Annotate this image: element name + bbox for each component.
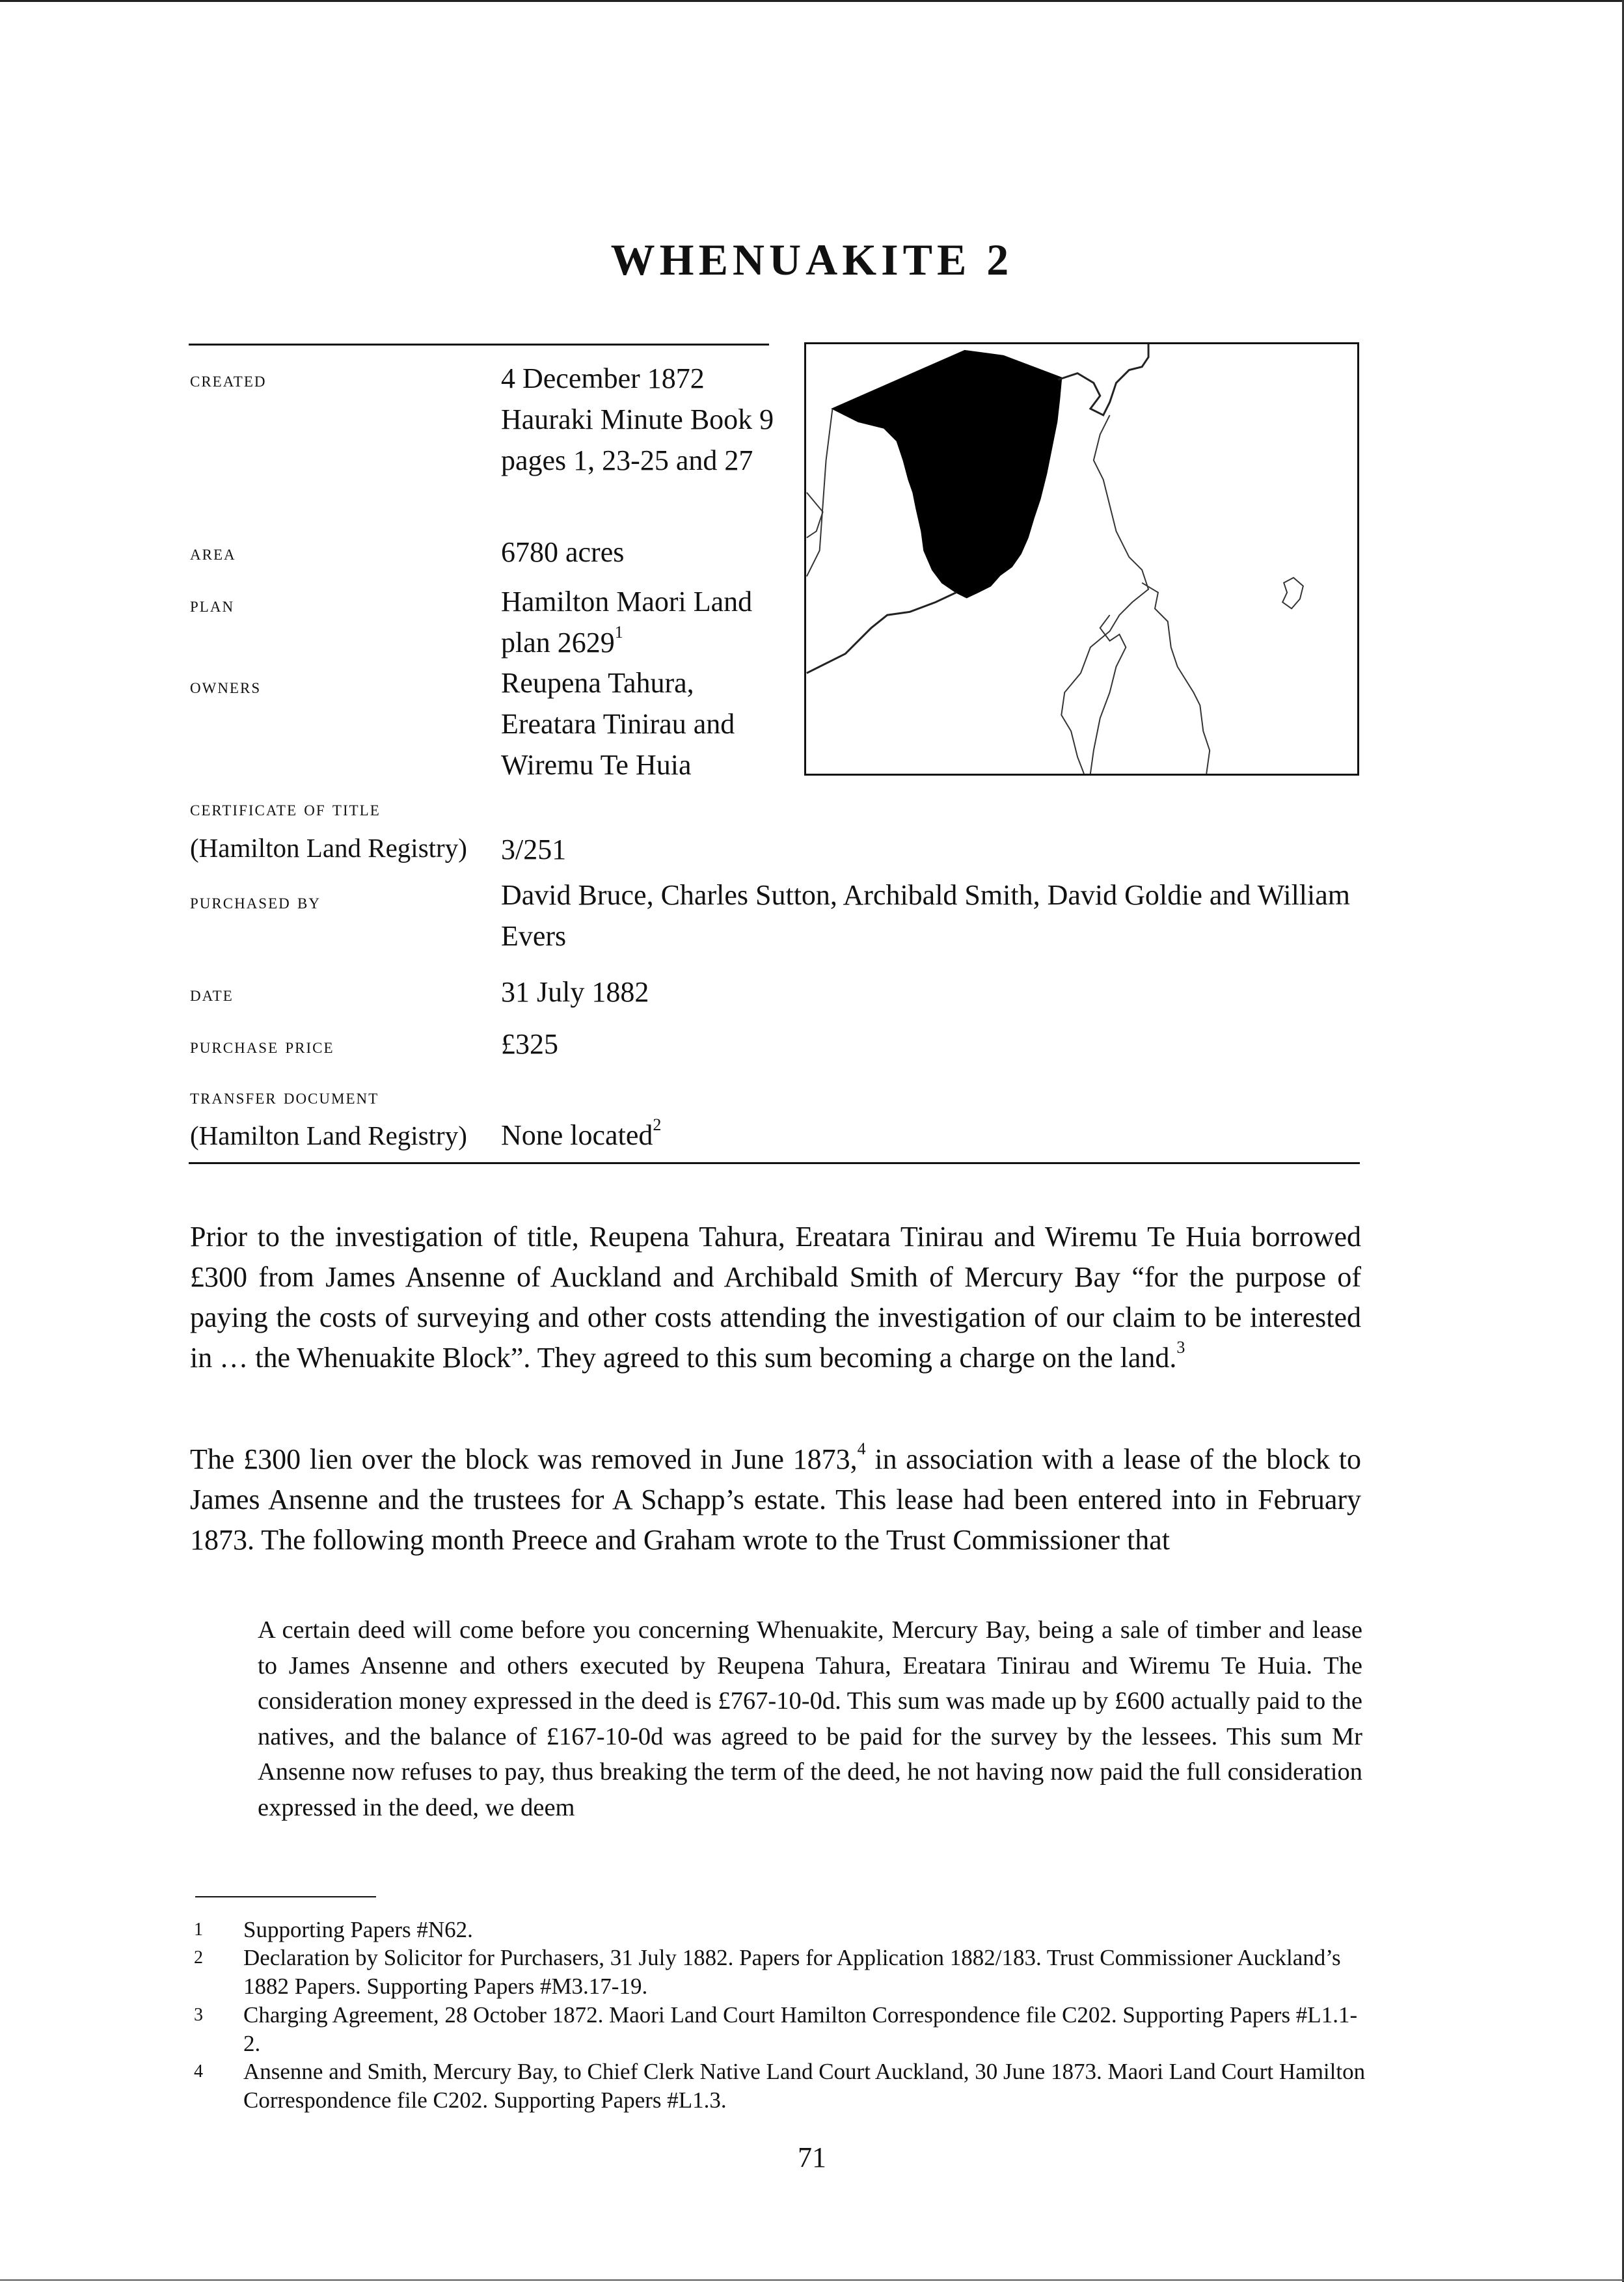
- area-value: 6780 acres: [501, 536, 625, 568]
- purchased-by-label: purchased by: [190, 890, 321, 914]
- footnote-2-text: Declaration by Solicitor for Purchasers, 31 July 1882. Papers for Application 1882/183. Trust Commissioner Auckland’s 1882 Papers. Supporting Papers #M3.17-19.: [243, 1945, 1341, 1999]
- scan-bottom-edge: [0, 2279, 1624, 2281]
- plan-value: [501, 581, 774, 663]
- transfer-value: [501, 1115, 661, 1156]
- paragraph-1: [190, 1217, 1361, 1378]
- transfer-sublabel: (Hamilton Land Registry): [190, 1121, 467, 1150]
- page-number: 71: [798, 2141, 826, 2173]
- owners-label: owners: [190, 675, 262, 698]
- purchase-price-label: purchase price: [190, 1035, 334, 1058]
- river-line: [807, 593, 956, 673]
- footnote-2-number: 2: [194, 1948, 203, 1968]
- paragraph-2: [190, 1439, 1361, 1560]
- footnote-ref-4: 4: [857, 1439, 866, 1459]
- offshore-island: [1282, 578, 1303, 609]
- page-title: WHENUAKITE 2: [610, 235, 1014, 284]
- footnote-ref-3: 3: [1176, 1338, 1185, 1357]
- details-bottom-rule: [189, 1162, 1360, 1164]
- certificate-label: certificate of title: [190, 797, 381, 821]
- block-quote: A certain deed will come before you concerning Whenuakite, Mercury Bay, being a sale of timber and lease to James Ansenne and others executed by Reupena Tahura, Ereatara Tinirau and Wiremu Te Huia. The consideration money expressed in the deed is £767-10-0d. This sum was made up by £600 actually paid to the natives, and the balance of £167-10-0d was agreed to be paid for the survey by the lessees. This sum Mr Ansenne now refuses to pay, thus breaking the term of the deed, he not having now paid the full consideration expressed in the deed, we deem: [258, 1616, 1362, 1821]
- paragraph-1-text: Prior to the investigation of title, Reupena Tahura, Ereatara Tinirau and Wiremu Te Huia borrowed £300 from James Ansenne of Auckland and Archibald Smith of Mercury Bay “for the purpose of paying the costs of surveying and other costs attending the investigation of our claim to be interested in … the Whenuakite Block”. They agreed to this sum becoming a charge on the land.: [190, 1221, 1361, 1374]
- created-value: 4 December 1872 Hauraki Minute Book 9 pages 1, 23-25 and 27: [501, 362, 774, 476]
- created-label: created: [190, 368, 267, 392]
- peninsula-outline: [1142, 583, 1210, 774]
- plan-value-text: Hamilton Maori Land plan 2629: [501, 586, 753, 659]
- details-top-rule: [189, 344, 769, 346]
- transfer-label: transfer document: [190, 1085, 379, 1109]
- coastline-north: [1058, 344, 1148, 415]
- area-label: area: [190, 541, 236, 565]
- footnote-3-text: Charging Agreement, 28 October 1872. Maori Land Court Hamilton Correspondence file C202. Supporting Papers #L1.1-2.: [243, 2002, 1358, 2056]
- date-label: date: [190, 983, 234, 1006]
- estuary-shoreline: [1090, 615, 1126, 774]
- footnote-1-number: 1: [194, 1920, 203, 1940]
- footnote-4-text: Ansenne and Smith, Mercury Bay, to Chief Clerk Native Land Court Auckland, 30 June 1873. Maori Land Court Hamilton Correspondence file C202. Supporting Papers #L1.3.: [243, 2059, 1366, 2113]
- footnote-ref-1: 1: [614, 623, 623, 642]
- footnote-3-number: 3: [194, 2005, 203, 2025]
- certificate-value: 3/251: [501, 834, 567, 865]
- whenuakite-block-shape: [832, 351, 1061, 598]
- locality-map: [804, 342, 1359, 776]
- footnote-ref-2: 2: [653, 1115, 662, 1135]
- transfer-value-text: None located: [501, 1119, 653, 1151]
- paragraph-2-text-b: in association with a lease of the block to James Ansenne and the trustees for A Schapp’s estate. This lease had been entered into in February 1873. The following month Preece and Graham wrote to the Trust Commissioner that: [190, 1443, 1361, 1556]
- owners-value: Reupena Tahura, Ereatara Tinirau and Wiremu Te Huia: [501, 667, 735, 781]
- certificate-sublabel: (Hamilton Land Registry): [190, 833, 467, 863]
- footnote-4-number: 4: [194, 2061, 203, 2082]
- scan-top-edge: [0, 0, 1624, 2]
- western-boundary: [807, 409, 833, 577]
- coastline-east: [1061, 415, 1148, 774]
- purchased-by-value: David Bruce, Charles Sutton, Archibald Smith, David Goldie and William Evers: [501, 879, 1351, 952]
- purchase-price-value: £325: [501, 1028, 558, 1060]
- plan-label: plan: [190, 593, 235, 617]
- footnote-1-text: Supporting Papers #N62.: [243, 1917, 473, 1942]
- paragraph-2-text-a: The £300 lien over the block was removed in June 1873,: [190, 1443, 858, 1475]
- date-value: 31 July 1882: [501, 976, 649, 1008]
- footnote-rule: [195, 1896, 376, 1897]
